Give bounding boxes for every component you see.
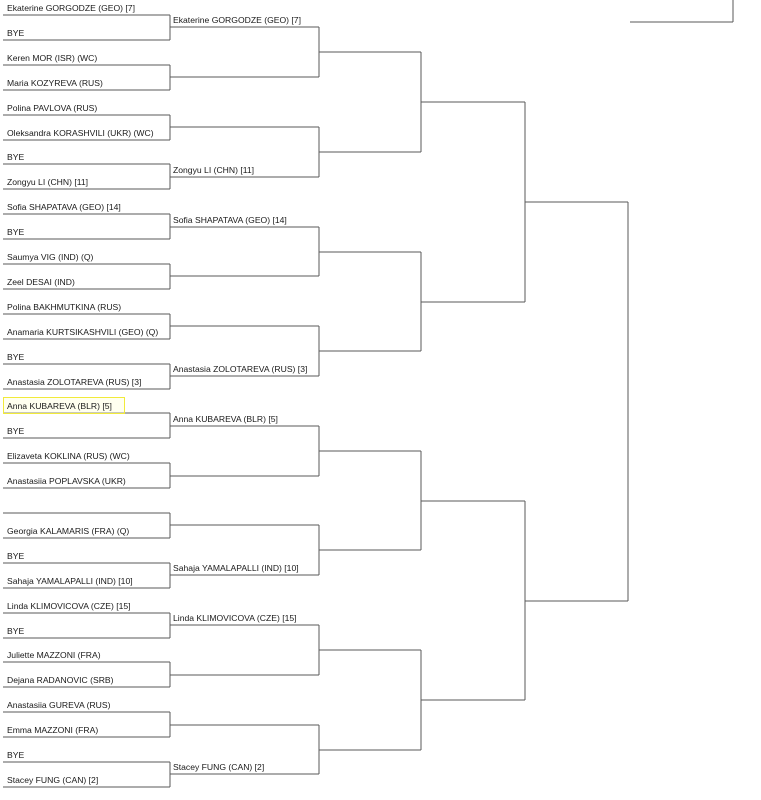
round1-player: Georgia KALAMARIS (FRA) (Q) — [7, 526, 130, 536]
round2-player: Ekaterine GORGODZE (GEO) [7] — [173, 15, 301, 25]
round1-player: Anamaria KURTSIKASHVILI (GEO) (Q) — [7, 327, 159, 337]
round1-player: Juliette MAZZONI (FRA) — [7, 650, 101, 660]
round2-player: Sahaja YAMALAPALLI (IND) [10] — [173, 563, 299, 573]
round1-player: BYE — [7, 352, 25, 362]
round1-player: Stacey FUNG (CAN) [2] — [7, 775, 99, 785]
round1-player: BYE — [7, 426, 25, 436]
round2-player: Anastasia ZOLOTAREVA (RUS) [3] — [173, 364, 308, 374]
round1-player: Zeel DESAI (IND) — [7, 277, 75, 287]
round2-player: Linda KLIMOVICOVA (CZE) [15] — [173, 613, 297, 623]
round2-player: Zongyu LI (CHN) [11] — [173, 165, 255, 175]
round1-player: BYE — [7, 152, 25, 162]
round1-player: Zongyu LI (CHN) [11] — [7, 177, 89, 187]
round1-player: BYE — [7, 227, 25, 237]
round1-player: Anastasia ZOLOTAREVA (RUS) [3] — [7, 377, 142, 387]
round2-player: Sofia SHAPATAVA (GEO) [14] — [173, 215, 287, 225]
round2-player: Stacey FUNG (CAN) [2] — [173, 762, 265, 772]
round1-player: Linda KLIMOVICOVA (CZE) [15] — [7, 601, 131, 611]
round1-player: BYE — [7, 626, 25, 636]
round1-player: Anastasiia GUREVA (RUS) — [7, 700, 111, 710]
round1-player: Polina PAVLOVA (RUS) — [7, 103, 98, 113]
round1-player: Elizaveta KOKLINA (RUS) (WC) — [7, 451, 130, 461]
round1-player: BYE — [7, 551, 25, 561]
round1-player: Anastasiia POPLAVSKA (UKR) — [7, 476, 126, 486]
round1-player: Maria KOZYREVA (RUS) — [7, 78, 103, 88]
round1-player: Ekaterine GORGODZE (GEO) [7] — [7, 3, 135, 13]
round1-player: BYE — [7, 28, 25, 38]
round1-player: BYE — [7, 750, 25, 760]
round1-player: Oleksandra KORASHVILI (UKR) (WC) — [7, 128, 154, 138]
round1-player: Keren MOR (ISR) (WC) — [7, 53, 98, 63]
round1-player: Sofia SHAPATAVA (GEO) [14] — [7, 202, 121, 212]
round1-player: Polina BAKHMUTKINA (RUS) — [7, 302, 122, 312]
round1-player: Sahaja YAMALAPALLI (IND) [10] — [7, 576, 133, 586]
round1-player: Anna KUBAREVA (BLR) [5] — [7, 401, 112, 411]
round2-player: Anna KUBAREVA (BLR) [5] — [173, 414, 278, 424]
round1-player: Emma MAZZONI (FRA) — [7, 725, 99, 735]
round1-player: Saumya VIG (IND) (Q) — [7, 252, 94, 262]
round1-player: Dejana RADANOVIC (SRB) — [7, 675, 114, 685]
